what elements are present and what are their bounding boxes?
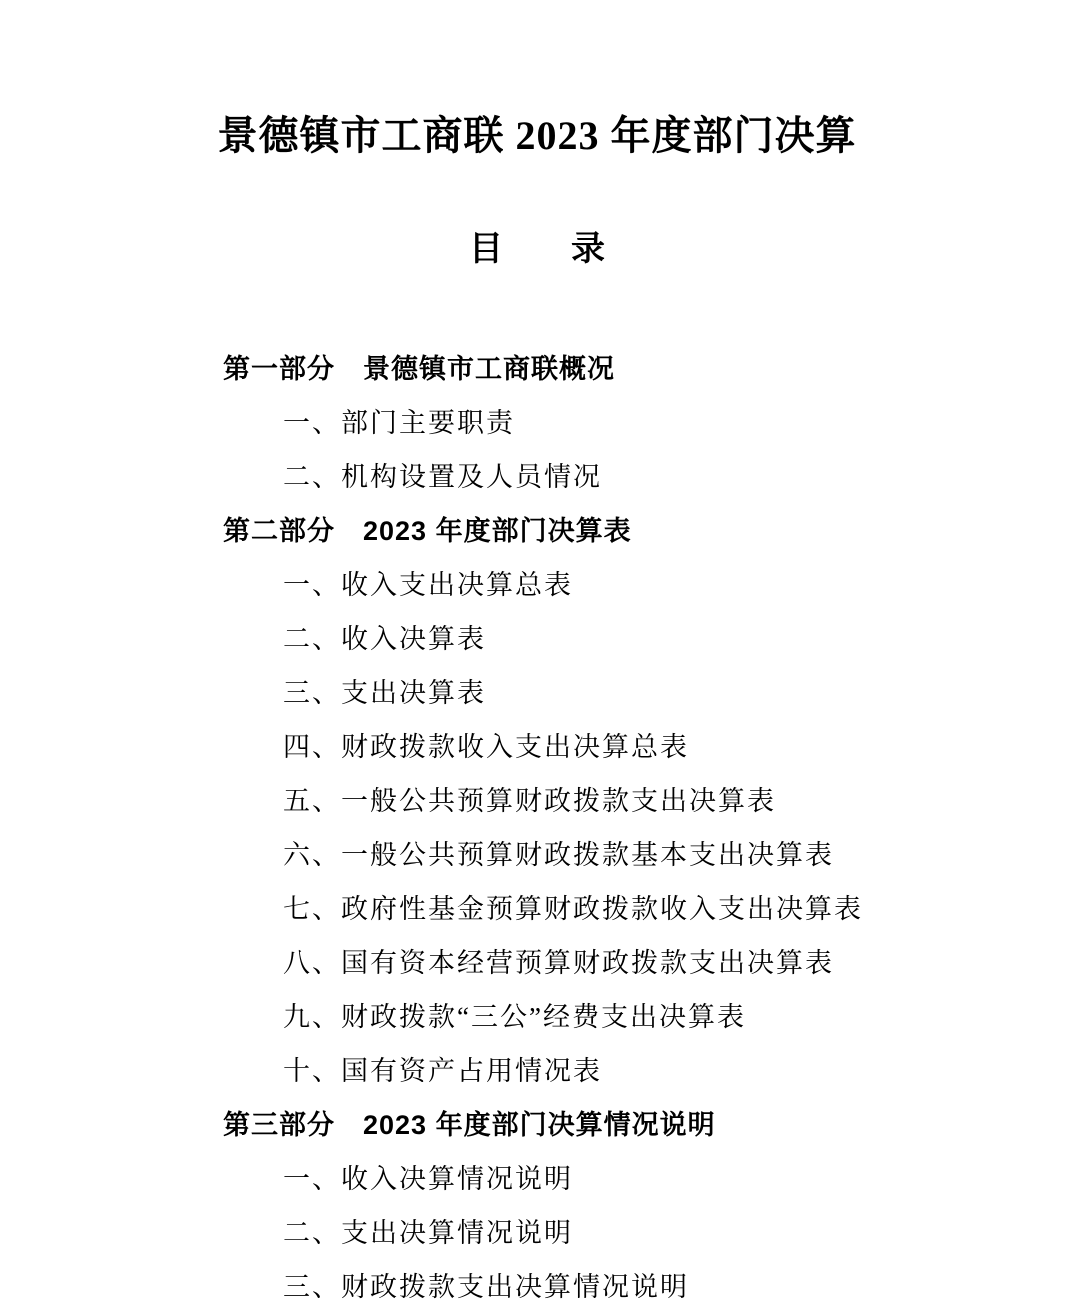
- toc-item: 七、政府性基金预算财政拨款收入支出决算表: [283, 893, 863, 924]
- toc-item: 一、部门主要职责: [283, 407, 515, 438]
- toc-item: 二、收入决算表: [283, 623, 486, 654]
- toc-section-1: [223, 339, 1034, 501]
- table-of-contents: [223, 339, 1034, 1307]
- toc-item: 六、一般公共预算财政拨款基本支出决算表: [283, 839, 834, 870]
- toc-item: 一、收入决算情况说明: [283, 1163, 573, 1194]
- toc-section-3: [223, 1095, 1034, 1307]
- contents-heading: 目 录: [469, 231, 605, 268]
- toc-section-2: [223, 501, 1034, 1095]
- toc-item: 三、财政拨款支出决算情况说明: [283, 1271, 689, 1302]
- toc-section-heading: 第一部分 景德镇市工商联概况: [223, 353, 615, 384]
- document-title: 景德镇市工商联 2023 年度部门决算: [217, 113, 857, 158]
- toc-item: 十、国有资产占用情况表: [283, 1055, 602, 1086]
- toc-item: 四、财政拨款收入支出决算总表: [283, 731, 689, 762]
- toc-item: 二、支出决算情况说明: [283, 1217, 573, 1248]
- toc-section-heading: 第三部分 2023 年度部门决算情况说明: [223, 1109, 716, 1140]
- toc-item: 八、国有资本经营预算财政拨款支出决算表: [283, 947, 834, 978]
- toc-item: 五、一般公共预算财政拨款支出决算表: [283, 785, 776, 816]
- toc-section-heading: 第二部分 2023 年度部门决算表: [223, 515, 632, 546]
- toc-item: 九、财政拨款“三公”经费支出决算表: [283, 1001, 746, 1032]
- toc-item: 三、支出决算表: [283, 677, 486, 708]
- toc-item: 一、收入支出决算总表: [283, 569, 573, 600]
- toc-item: 二、机构设置及人员情况: [283, 461, 602, 492]
